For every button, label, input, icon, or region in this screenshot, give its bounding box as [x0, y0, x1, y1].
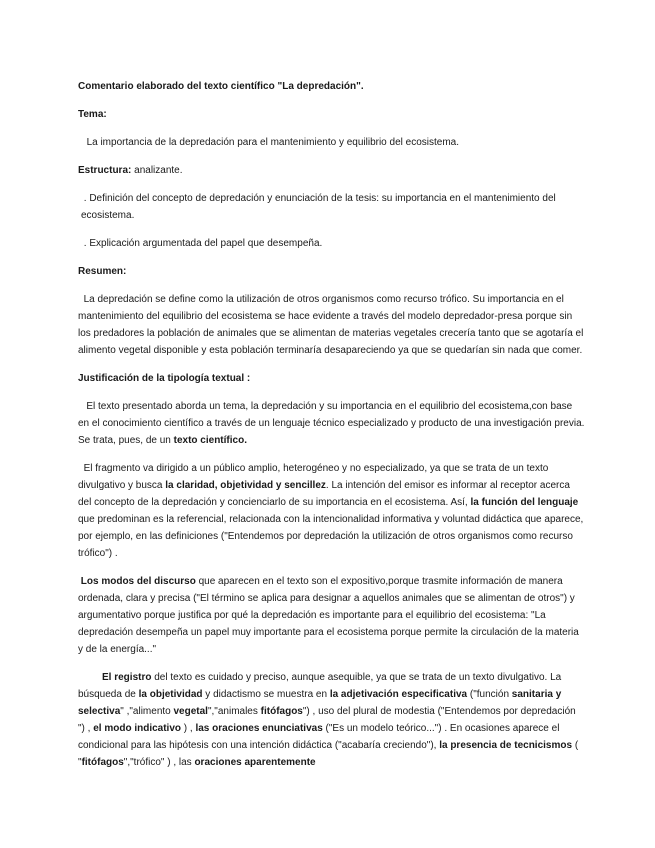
p1-bold: texto científico.: [173, 435, 247, 446]
p4-bold-a: El registro: [102, 672, 152, 683]
p2-text-a: El fragmento va dirigido a un público amplio, heterogéneo y no especializado, ya que se trata de un texto divulgativo y busca: [78, 463, 549, 491]
p4-bold-o: las oraciones enunciativas: [195, 723, 323, 734]
justificacion-heading: Justificación de la tipología textual :: [78, 373, 251, 384]
p4-text-f: ("función: [467, 689, 512, 700]
tema-heading: Tema:: [78, 109, 107, 120]
p4-text-t: ","trófico" ) , las: [123, 757, 195, 768]
p4-text-j: ","animales: [207, 706, 261, 717]
p4-bold-s: fitófagos: [81, 757, 124, 768]
p4-text-n: ) ,: [181, 723, 196, 734]
p4-text-d: y didactismo se muestra en: [202, 689, 330, 700]
p2-text-e: que predominan es la referencial, relacionada con la intencionalidad informativa y voluntad didáctica que aparece, por ejemplo, en las definiciones ("Entendemos por depredación la utilización de otros organismos como recurso trófico") .: [78, 514, 584, 559]
p4-bold-g: sanitaria y selectiva: [78, 689, 562, 717]
p4-text-r: ( ": [78, 740, 579, 768]
resumen-heading: Resumen:: [78, 266, 127, 277]
estructura-value: analizante.: [134, 165, 183, 176]
p4-text-p: ("Es un modelo teórico...") . En ocasiones aparece el condicional para las hipótesis con una intención didáctica ("acabaría creciendo"),: [78, 723, 560, 751]
p3-text-b: que aparecen en el texto son el expositivo,porque trasmite información de manera ordenada, clara y precisa ("El término se aplica para designar a aquellos animales que se alimentan de otros") y argumentativo porque justifica por qué la depredación es importante para el equilibrio del ecosistema: "La depredación desempeña un papel muy importante para el ecosistema porque permite la circulación de la materia y de la energía...": [78, 576, 579, 655]
p4-bold-c: la objetividad: [138, 689, 203, 700]
justificacion-paragraph-2: [78, 460, 585, 562]
p4-bold-u: oraciones aparentemente: [194, 757, 316, 768]
p4-text-h: " ,"alimento: [120, 706, 174, 717]
p4-bold-k: fitófagos: [260, 706, 303, 717]
justificacion-paragraph-4: [78, 669, 585, 771]
estructura-item-2-text: . Explicación argumentada del papel que desempeña.: [83, 238, 323, 249]
p4-text-b: del texto es cuidado y preciso, aunque asequible, ya que se trata de un texto divulgativo. La búsqueda de: [78, 672, 562, 700]
tema-text-content: La importancia de la depredación para el mantenimiento y equilibrio del ecosistema.: [86, 137, 459, 148]
estructura-item-1-text: . Definición del concepto de depredación y enunciación de la tesis: su importancia en el mantenimiento del ecosistema.: [81, 193, 556, 221]
resumen-text-content: La depredación se define como la utilización de otros organismos como recurso trófico. Su importancia en el mantenimiento del equilibrio del ecosistema se hace evidente a través del modelo depredador-presa porque sin los predadores la población de animales que se alimentan de materias vegetales crecería tanto que se agotaría el alimento vegetal disponible y esta población terminaría desapareciendo ya que se quedarían sin nada que comer.: [78, 294, 584, 356]
tema-text: [78, 134, 585, 151]
estructura-item-1: [78, 190, 585, 224]
p4-bold-m: el modo indicativo: [93, 723, 182, 734]
justificacion-paragraph-3: [78, 573, 585, 658]
p4-bold-e: la adjetivación especificativa: [329, 689, 468, 700]
resumen-text: [78, 291, 585, 359]
estructura-item-2: [78, 235, 585, 252]
estructura-line: [78, 162, 585, 179]
p4-text-l: ") , uso del plural de modestia ("Entendemos por depredación ") ,: [78, 706, 576, 734]
p2-bold-b: la claridad, objetividad y sencillez: [165, 480, 326, 491]
p2-bold-d: la función del lenguaje: [470, 497, 579, 508]
p1-text: El texto presentado aborda un tema, la depredación y su importancia en el equilibrio del ecosistema,con base en el conocimiento científico a través de un lenguaje técnico especializado y producto de una investigación previa. Se trata, pues, de un: [78, 401, 585, 446]
justificacion-paragraph-1: [78, 398, 585, 449]
document-title: Comentario elaborado del texto científico "La depredación".: [78, 81, 364, 92]
p4-bold-q: la presencia de tecnicismos: [439, 740, 573, 751]
p2-text-c: . La intención del emisor es informar al receptor acerca del concepto de la depredación y concienciarlo de su importancia en el ecosistema. Así,: [78, 480, 570, 508]
estructura-heading: Estructura:: [78, 165, 132, 176]
p4-bold-i: vegetal: [173, 706, 208, 717]
p3-bold-a: Los modos del discurso: [80, 576, 196, 587]
